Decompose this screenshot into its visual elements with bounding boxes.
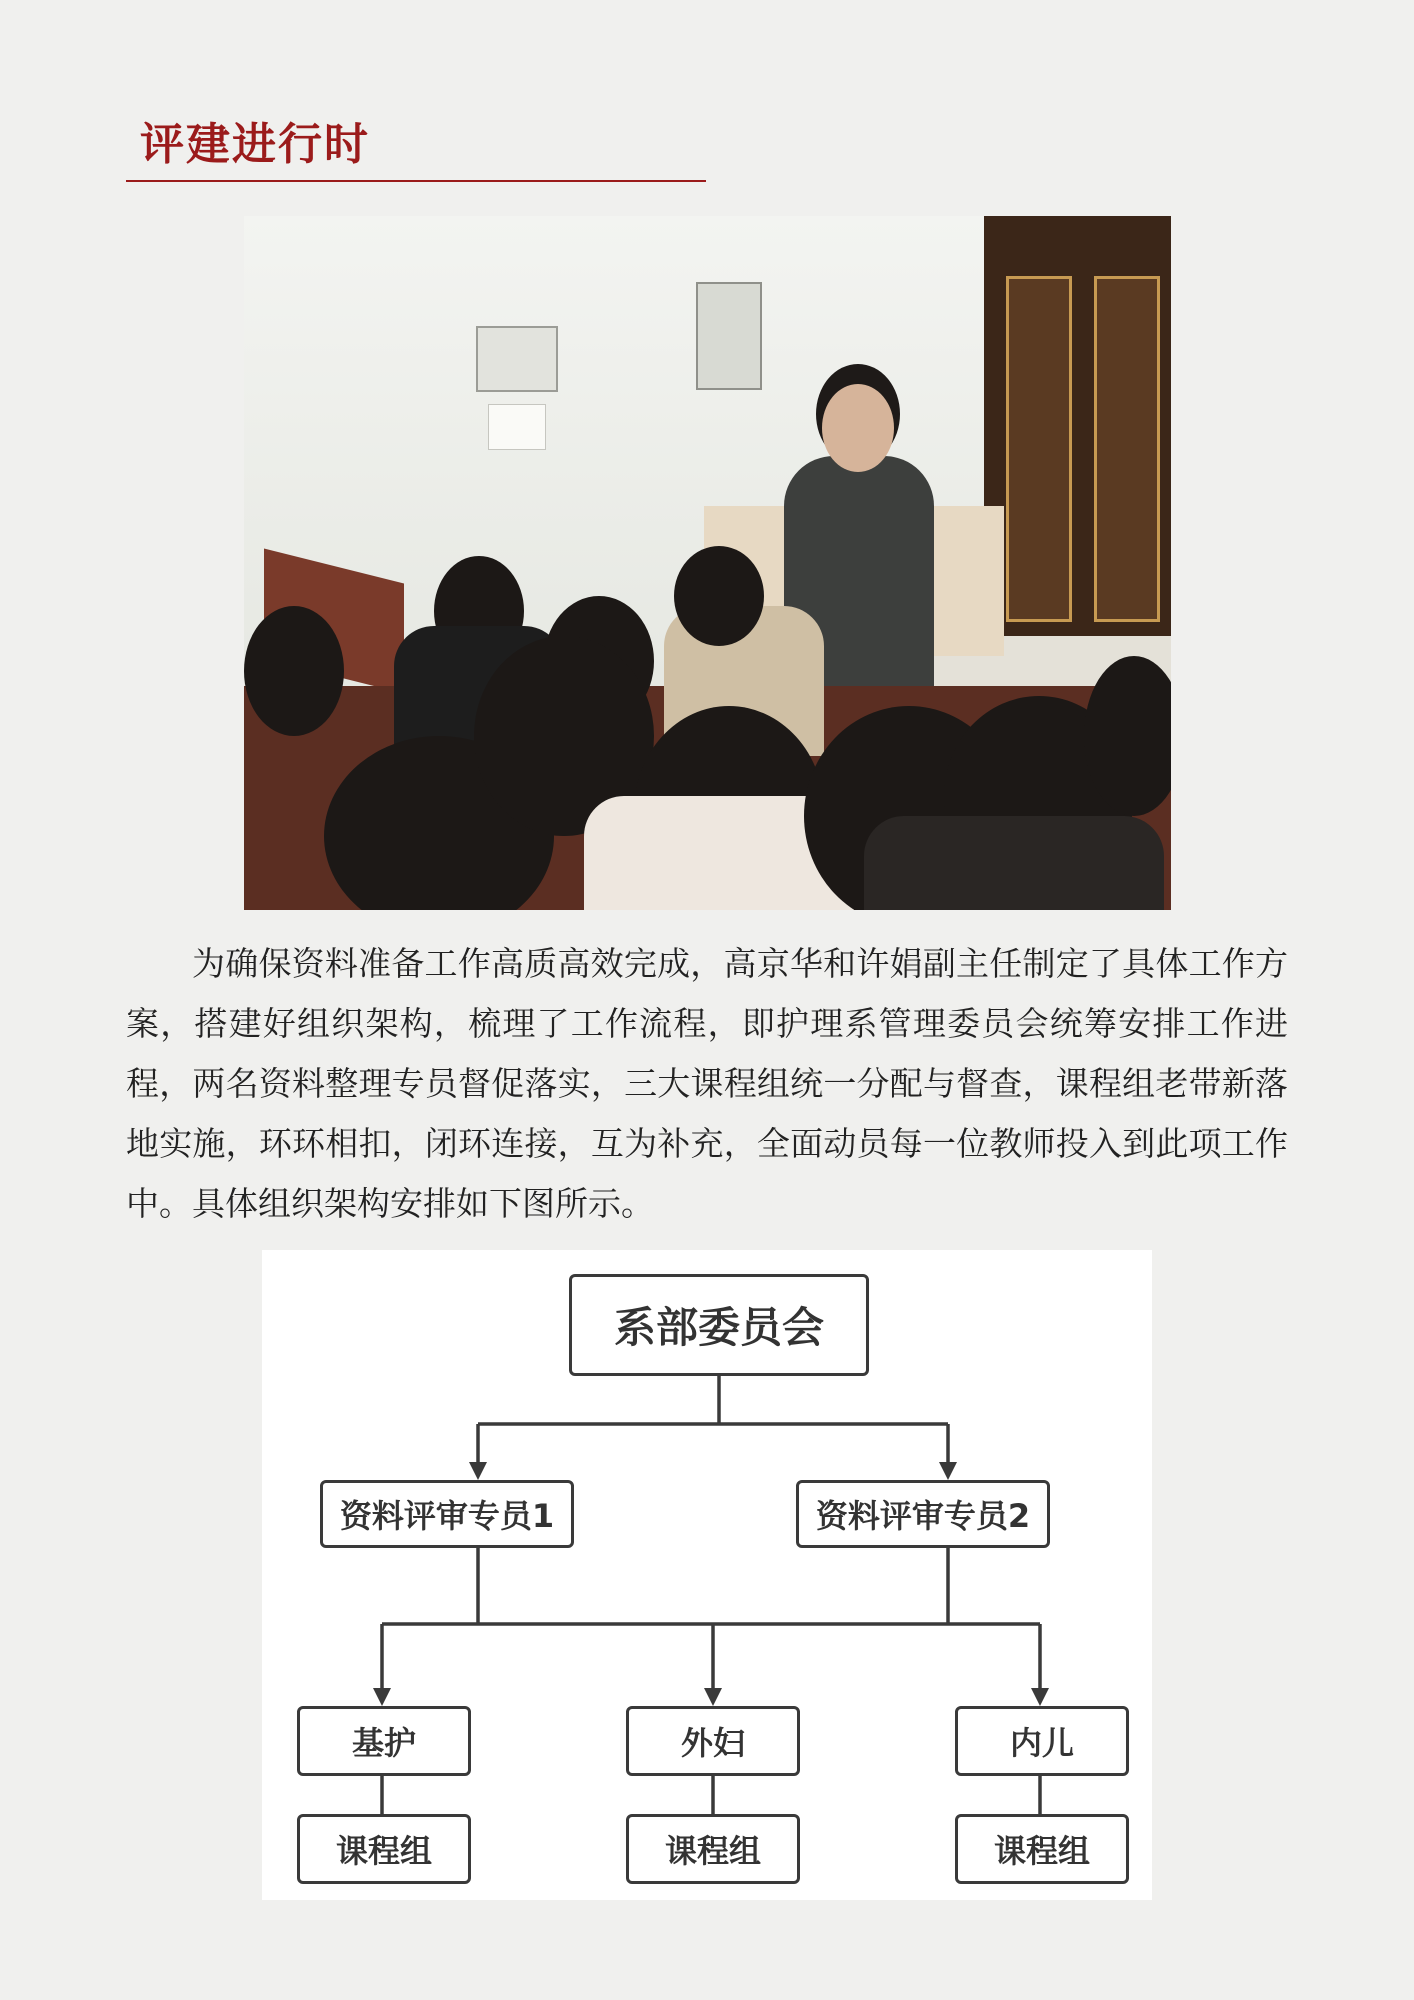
node-specialist-2: 资料评审专员2	[796, 1480, 1050, 1548]
heading-underline	[126, 180, 706, 182]
org-chart	[262, 1250, 1152, 1900]
node-course-group-3: 课程组	[955, 1814, 1129, 1884]
node-group-internal-pediatrics: 内儿	[955, 1706, 1129, 1776]
node-group-surgery-obstetrics: 外妇	[626, 1706, 800, 1776]
node-specialist-1: 资料评审专员1	[320, 1480, 574, 1548]
body-paragraph: 为确保资料准备工作高质高效完成，高京华和许娟副主任制定了具体工作方案，搭建好组织架构，梳理了工作流程，即护理系管理委员会统筹安排工作进程，两名资料整理专员督促落实，三大课程组统一分配与督查，课程组老带新落地实施，环环相扣，闭环连接，互为补充，全面动员每一位教师投入到此项工作中。具体组织架构安排如下图所示。	[126, 944, 1288, 1223]
node-course-group-2: 课程组	[626, 1814, 800, 1884]
node-course-group-1: 课程组	[297, 1814, 471, 1884]
classroom-photo	[244, 216, 1171, 910]
node-department-committee: 系部委员会	[569, 1274, 869, 1376]
section-heading: 评建进行时	[140, 119, 370, 170]
node-group-basic-nursing: 基护	[297, 1706, 471, 1776]
